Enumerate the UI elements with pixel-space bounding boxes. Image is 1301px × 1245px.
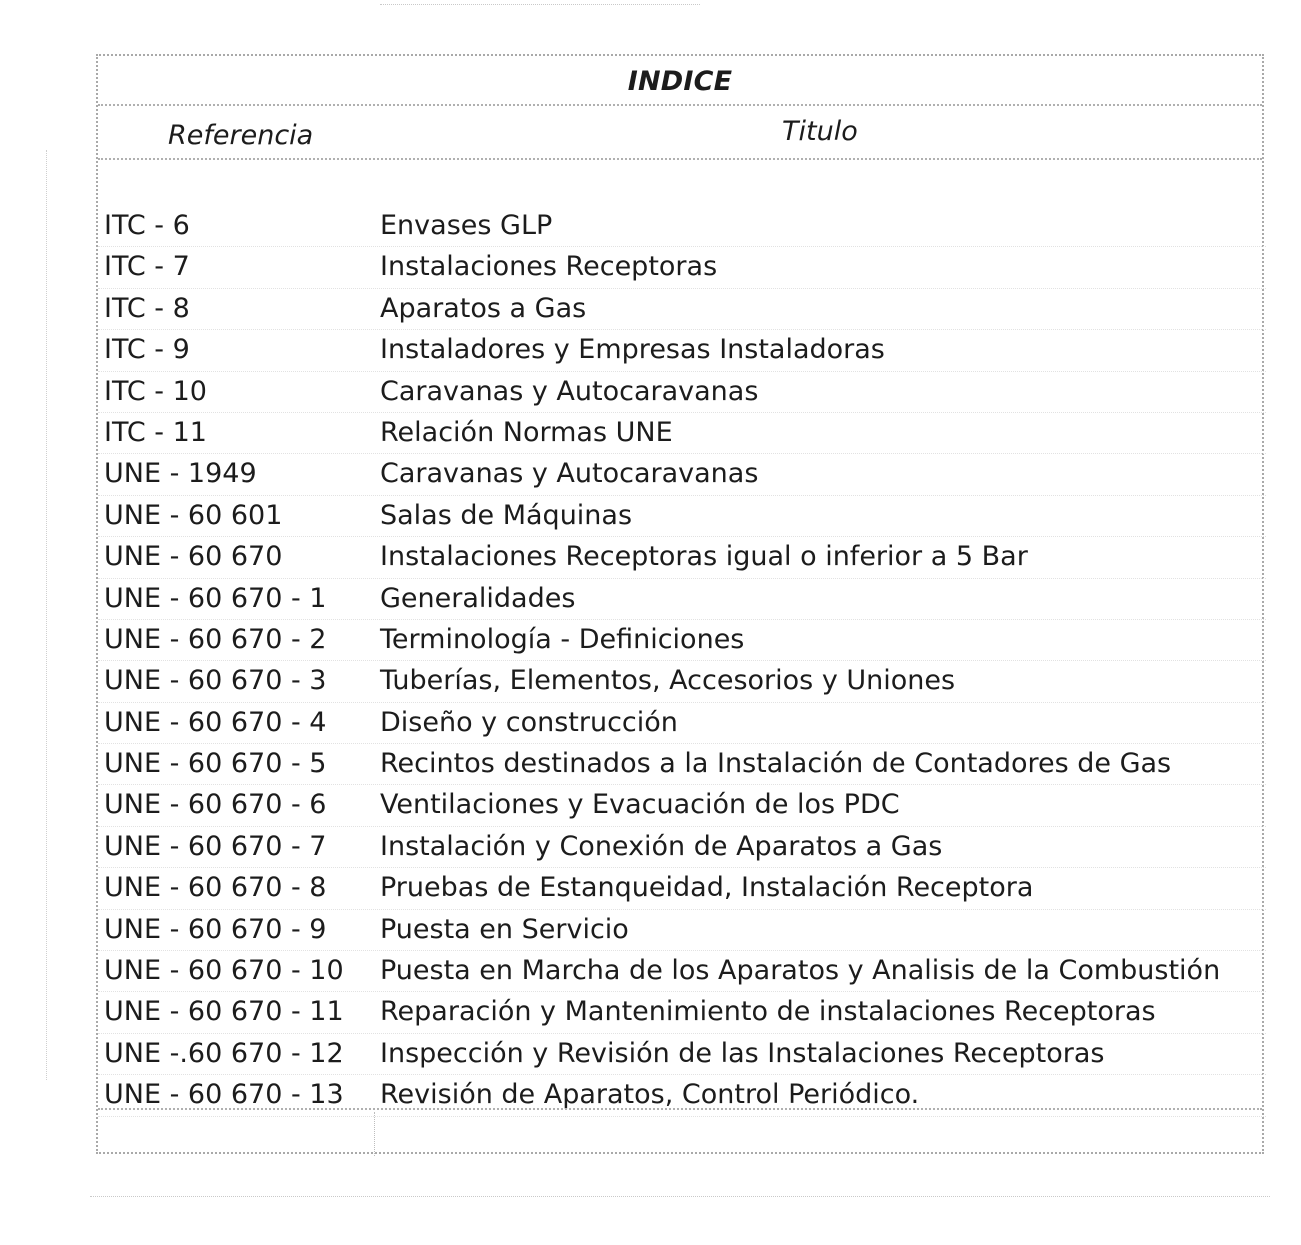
footer-divider — [98, 1108, 1262, 1110]
entry-reference: UNE - 60 670 - 11 — [104, 996, 344, 1028]
entry-reference: UNE - 60 670 - 5 — [104, 748, 327, 780]
entry-title: Relación Normas UNE — [380, 416, 673, 448]
table-row — [98, 746, 1266, 787]
table-row — [98, 953, 1266, 994]
entry-title: Generalidades — [380, 582, 576, 614]
entry-reference: ITC - 11 — [104, 416, 207, 448]
scan-line-top — [380, 4, 700, 5]
entry-reference: UNE - 60 670 - 3 — [104, 665, 327, 697]
entry-reference: UNE -.60 670 - 12 — [104, 1037, 344, 1069]
table-row — [98, 663, 1266, 704]
entry-title: Puesta en Servicio — [380, 913, 629, 945]
table-row — [98, 249, 1266, 290]
entry-title: Terminología - Definiciones — [380, 623, 745, 655]
table-row — [98, 994, 1266, 1035]
entry-reference: UNE - 60 670 - 4 — [104, 706, 327, 738]
entry-title: Instalaciones Receptoras — [380, 251, 718, 283]
table-row — [98, 787, 1266, 828]
entry-title: Caravanas y Autocaravanas — [380, 375, 759, 407]
table-row — [98, 1077, 1266, 1118]
table-row — [98, 332, 1266, 373]
table-row — [98, 374, 1266, 415]
table-row — [98, 870, 1266, 911]
entry-reference: UNE - 60 670 - 7 — [104, 830, 327, 862]
index-title: INDICE — [627, 66, 733, 97]
entry-title: Diseño y construcción — [380, 706, 678, 738]
column-separator — [374, 1112, 375, 1156]
entry-title: Puesta en Marcha de los Aparatos y Analisis de la Combustión — [380, 955, 1221, 987]
entry-reference: UNE - 60 670 - 6 — [104, 789, 327, 821]
table-row — [98, 1036, 1266, 1077]
entry-title: Revisión de Aparatos, Control Periódico. — [380, 1079, 920, 1111]
entry-title: Instalaciones Receptoras igual o inferior a 5 Bar — [380, 541, 1028, 573]
table-row — [98, 498, 1266, 539]
entry-reference: UNE - 60 670 - 9 — [104, 913, 327, 945]
title-column-header: Titulo — [782, 116, 858, 147]
scan-line-bottom — [90, 1196, 1270, 1197]
entry-reference: UNE - 1949 — [104, 458, 257, 490]
entry-title: Salas de Máquinas — [380, 499, 633, 531]
entry-reference: UNE - 60 601 — [104, 499, 283, 531]
entry-reference: UNE - 60 670 - 10 — [104, 955, 344, 987]
entry-title: Instaladores y Empresas Instaladoras — [380, 334, 885, 366]
index-entries — [98, 208, 1266, 1119]
title-divider — [98, 104, 1262, 106]
entry-reference: ITC - 9 — [104, 334, 190, 366]
entry-reference: UNE - 60 670 - 8 — [104, 872, 327, 904]
table-row — [98, 829, 1266, 870]
entry-title: Aparatos a Gas — [380, 292, 587, 324]
entry-title: Instalación y Conexión de Aparatos a Gas — [380, 830, 943, 862]
table-row — [98, 622, 1266, 663]
entry-title: Tuberías, Elementos, Accesorios y Uniones — [380, 665, 956, 697]
entry-reference: ITC - 7 — [104, 251, 190, 283]
table-row — [98, 705, 1266, 746]
table-row — [98, 291, 1266, 332]
table-row — [98, 539, 1266, 580]
entry-title: Caravanas y Autocaravanas — [380, 458, 759, 490]
table-row — [98, 912, 1266, 953]
entry-title: Pruebas de Estanqueidad, Instalación Receptora — [380, 872, 1034, 904]
table-row — [98, 208, 1266, 249]
reference-column-header: Referencia — [168, 120, 314, 151]
entry-title: Recintos destinados a la Instalación de Contadores de Gas — [380, 748, 1172, 780]
entry-reference: UNE - 60 670 - 2 — [104, 623, 327, 655]
entry-reference: UNE - 60 670 - 13 — [104, 1079, 344, 1111]
entry-reference: UNE - 60 670 - 1 — [104, 582, 327, 614]
header-divider — [98, 158, 1262, 160]
entry-title: Reparación y Mantenimiento de instalaciones Receptoras — [380, 996, 1156, 1028]
table-row — [98, 581, 1266, 622]
table-row — [98, 456, 1266, 497]
entry-title: Inspección y Revisión de las Instalaciones Receptoras — [380, 1037, 1105, 1069]
entry-title: Envases GLP — [380, 210, 553, 241]
entry-title: Ventilaciones y Evacuación de los PDC — [380, 789, 900, 821]
entry-reference: UNE - 60 670 — [104, 541, 283, 573]
index-table — [96, 54, 1264, 1154]
table-row — [98, 415, 1266, 456]
entry-reference: ITC - 8 — [104, 292, 190, 324]
entry-reference: ITC - 10 — [104, 375, 207, 407]
entry-reference: ITC - 6 — [104, 210, 190, 241]
scan-margin-mark — [46, 150, 47, 1080]
